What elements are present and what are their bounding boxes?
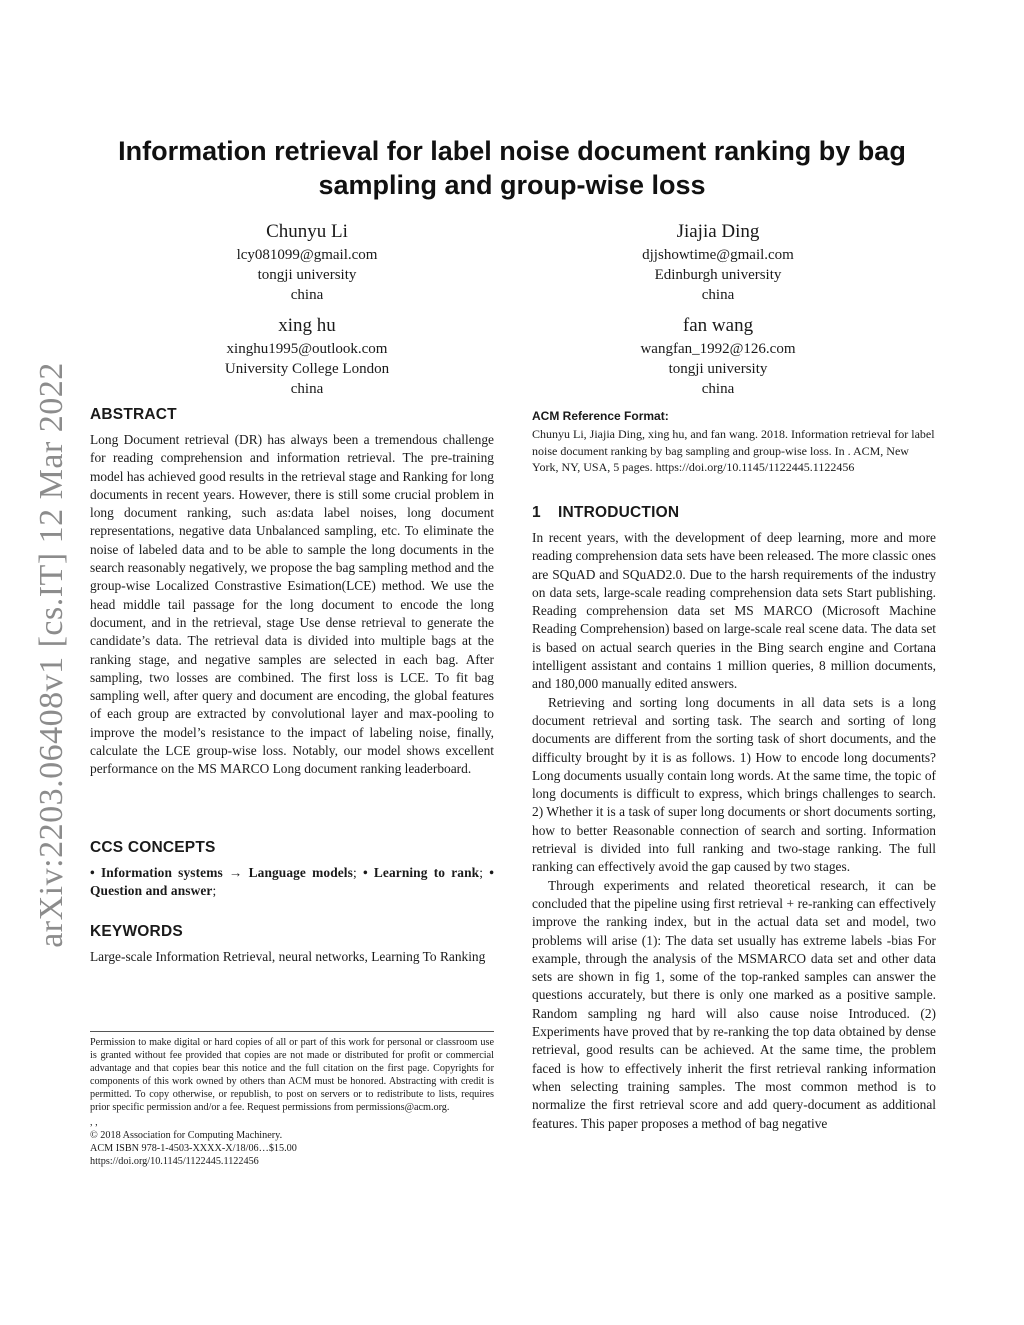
ccs-concept: • Question and answer [90, 865, 494, 899]
isbn-line: ACM ISBN 978-1-4503-XXXX-X/18/06…$15.00 [90, 1143, 297, 1154]
intro-paragraph-1: In recent years, with the development of deep learning, more and more reading comprehension data sets have been released. The more classic ones are SQuAD and SQuAD2.0. Due to the harsh requirements of the industry on data sets, large-scale reading comprehension data sets Start publishing. Reading comprehension data set MS MARCO (Microsoft Machine Reading Comprehension) based on large-scale real scene data. The data set is based on actual search queries in the Bing search engine and Cortana intelligent assistant and contains 1 million queries, 8 million documents, and 180,000 manually edited answers. [532, 530, 936, 692]
author-country: china [701, 287, 735, 303]
author-block [558, 314, 878, 399]
abstract-heading: ABSTRACT [90, 406, 177, 423]
title-line-2: sampling and group-wise loss [318, 170, 706, 200]
author-name: Chunyu Li [266, 221, 348, 242]
section-title: INTRODUCTION [558, 504, 680, 521]
author-affiliation: Edinburgh university [654, 267, 782, 283]
ccs-heading: CCS CONCEPTS [90, 839, 216, 856]
doi-link[interactable]: https://doi.org/10.1145/1122445.1122456 [90, 1156, 259, 1167]
copyright-line: © 2018 Association for Computing Machinery. [90, 1130, 283, 1141]
author-name: Jiajia Ding [676, 221, 760, 242]
introduction-section [532, 503, 936, 1133]
author-affiliation: tongji university [668, 361, 768, 377]
author-name: xing hu [278, 315, 336, 336]
arxiv-stamp [30, 362, 74, 948]
keywords-heading: KEYWORDS [90, 923, 183, 940]
author-country: china [290, 287, 324, 303]
author-affiliation: University College London [224, 361, 390, 377]
permission-footnote [90, 1031, 494, 1168]
ccs-end: ; [212, 883, 217, 899]
ccs-concept: Language models [248, 865, 353, 880]
introduction-heading [532, 503, 936, 523]
keywords-section [90, 922, 494, 966]
ccs-separator: ; [479, 865, 490, 880]
intro-paragraph-3: Through experiments and related theoretical research, it can be concluded that the pipeline using first retrieval + re-ranking can effectively improve the ranking index, but in the actual data set and model, two problems will arise (1): The data set usually has extreme labels -bias For example, through the analysis of the MSMARCO data set and other data sets are shown in fig 1, some of the top-ranked samples can answer the questions accurately, but there is only one marked as a positive sample. Random sampling ng hard will also cause noise Introduced. (2) Experiments have proved that by re-ranking the top data obtained by dense retrieval, good results can be achieved. At the same time, the problem faced is how to effectively inherit the first retrieval ranking information when selecting training samples. The most common method is to normalize the first retrieval score and add query-document as additional features. This paper proposes a method of bag negative [532, 877, 936, 1131]
acm-reference-label: ACM Reference Format: [532, 409, 669, 423]
abstract-text: Long Document retrieval (DR) has always been a tremendous challenge for reading comprehension and information retrieval. The pre-training model has achieved good results in the retrieval stage and Ranking for long documents in recent years. However, there is still some crucial problem in long document ranking, such as:data label noises, long document representations, negative data Unbalanced sampling, etc. To eliminate the noise of labeled data and to be able to sample the long documents in the search reasonably negatively, we propose the bag sampling method and the group-wise Localized Constrastive Esimation(LCE) method. We use the head middle tail passage for the long document to encode the long document, and in the retrieval, stage Use dense retrieval to generate the candidate’s data. The retrieval data is divided into multiple bags at the ranking stage, and negative samples are selected in each bag. After sampling, two losses are combined. The first loss is LCE. To fit bag sampling well, after query and document are encoding, the global features of each group are extracted by convolutional layer and max-pooling to improve the model’s resistance to the impact of labeling noise, finally, calculate the LCE group-wise loss. Notably, our model shows excellent performance on the MS MARCO Long document ranking leaderboard. [90, 432, 494, 777]
author-block [147, 220, 467, 305]
author-email[interactable]: lcy081099@gmail.com [236, 247, 378, 263]
ccs-arrow: → [222, 865, 249, 880]
acm-reference-text: Chunyu Li, Jiajia Ding, xing hu, and fan wang. 2018. Information retrieval for label noise document ranking by bag sampling and group-wise loss. In . ACM, New York, NY, USA, 5 pages. https://doi.org/10.1145/1122445.1122456 [532, 427, 935, 475]
author-email[interactable]: djjshowtime@gmail.com [642, 247, 794, 263]
acm-reference-format [532, 408, 936, 476]
ccs-concepts-text [90, 864, 494, 901]
ccs-concept: • Information systems [90, 865, 223, 880]
author-email[interactable]: xinghu1995@outlook.com [226, 341, 388, 357]
author-block [558, 220, 878, 305]
section-number: 1 [532, 504, 541, 521]
author-name: fan wang [682, 315, 754, 336]
author-email[interactable]: wangfan_1992@126.com [640, 341, 796, 357]
author-block [147, 314, 467, 399]
author-country: china [701, 381, 735, 397]
venue-line: , , [90, 1117, 98, 1128]
ccs-separator: ; [352, 865, 363, 880]
intro-paragraph-2: Retrieving and sorting long documents in all data sets is a long document retrieval and sorting task. The search and sorting of long documents are different from the sorting task of short documents, and the difficulty brought by it is as follows. 1) How to encode long documents? Long documents usually contain long words. At the same time, the topic of long documents is difficult to express, which brings challenges to search. 2) Whether it is a task of super long documents or short documents sorting, how to better Reasonable connection of search and sorting. Information retrieval is divided into full ranking and two-stage ranking. The full ranking can effectively avoid the gap caused by two stages. [532, 694, 936, 875]
keywords-text: Large-scale Information Retrieval, neural networks, Learning To Ranking [90, 949, 486, 964]
ccs-concept: • Learning to rank [362, 865, 480, 880]
author-country: china [290, 381, 324, 397]
abstract-section [90, 405, 494, 779]
permission-text: Permission to make digital or hard copies of all or part of this work for personal or classroom use is granted without fee provided that copies are not made or distributed for profit or commercial advantage and that copies bear this notice and the full citation on the first page. Copyrights for components of this work owned by others than ACM must be honored. Abstracting with credit is permitted. To copy otherwise, or republish, to post on servers or to redistribute to lists, requires prior specific permission and/or a fee. Request permissions from permissions@acm.org. [90, 1037, 494, 1113]
paper-title [90, 134, 934, 202]
title-line-1: Information retrieval for label noise document ranking by bag [118, 136, 906, 166]
author-affiliation: tongji university [257, 267, 357, 283]
ccs-concepts-section [90, 838, 494, 901]
arxiv-identifier: arXiv:2203.06408v1 [cs.IT] 12 Mar 2022 [33, 362, 70, 948]
